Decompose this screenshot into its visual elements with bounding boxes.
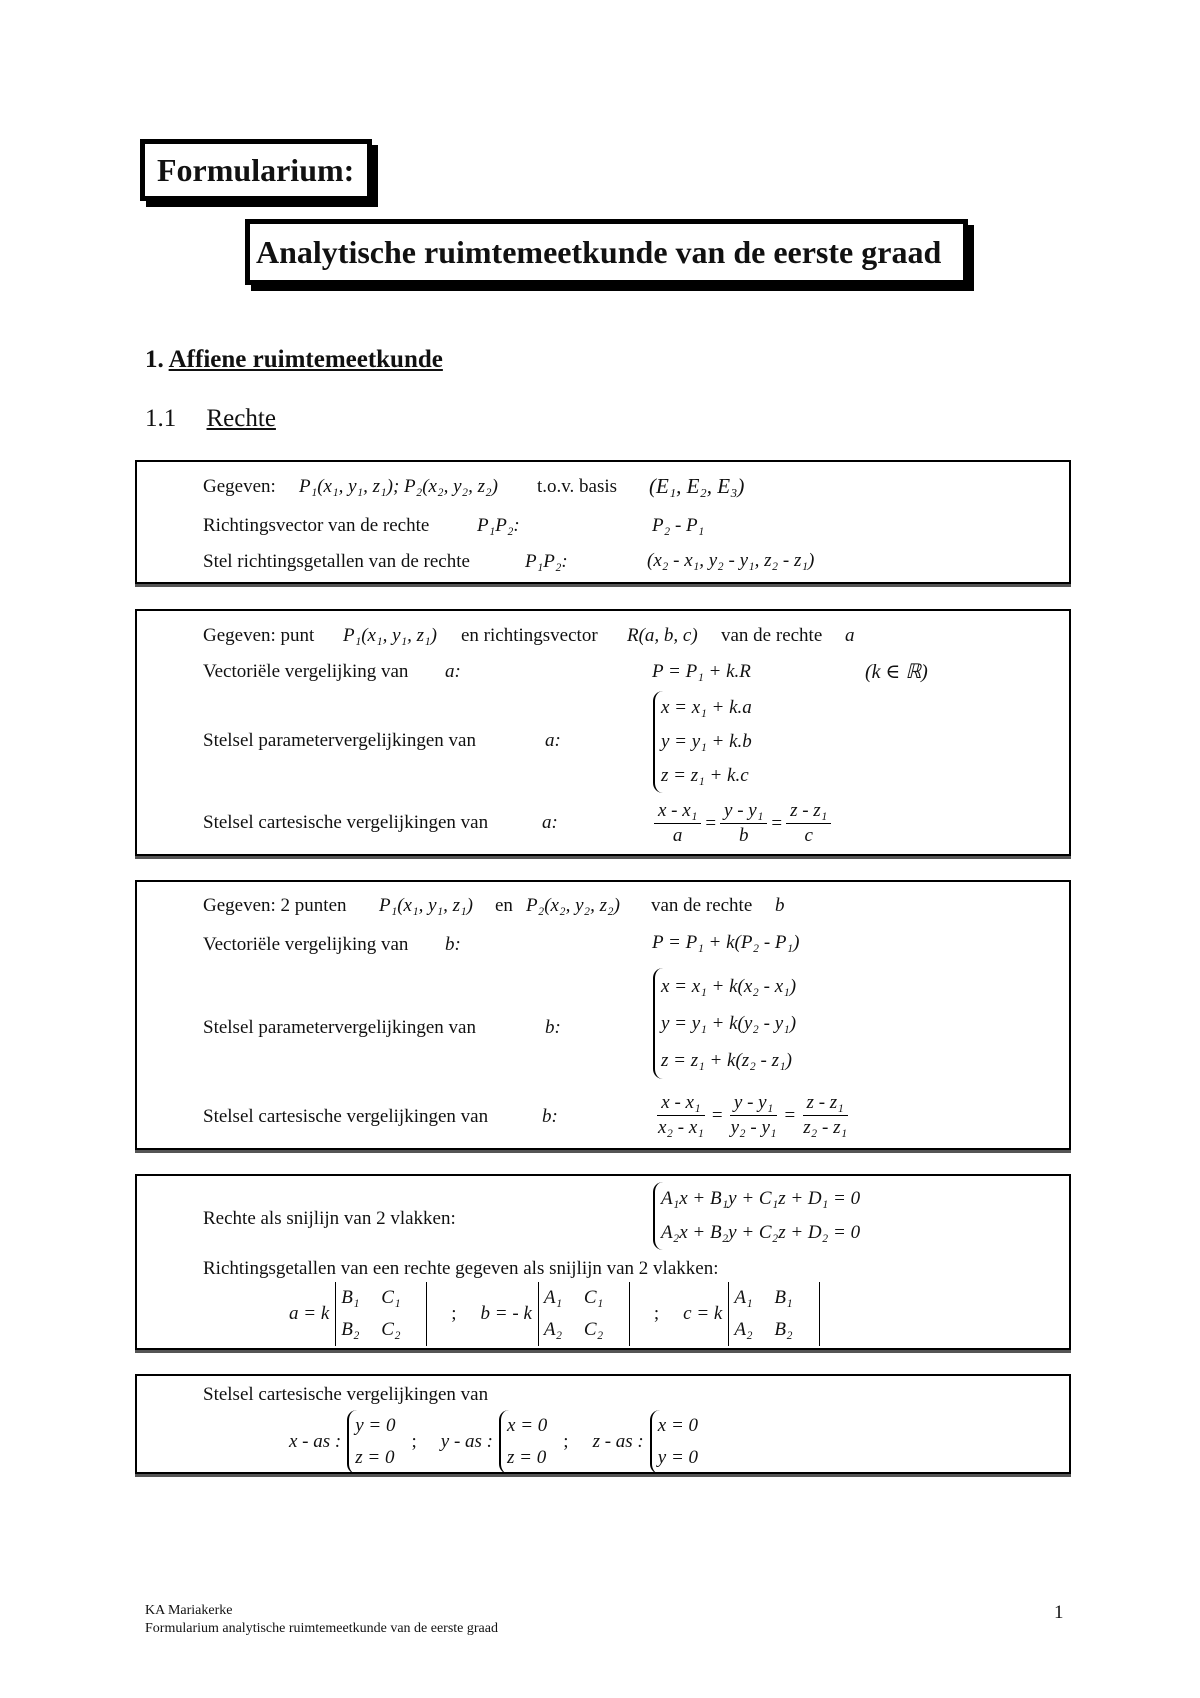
given-point-2: P₂(x₂, y₂, z₂)	[526, 895, 620, 916]
line-name: b	[775, 895, 785, 916]
parametric-system	[653, 691, 752, 793]
section-heading-1-1	[145, 405, 276, 433]
cartesian-label: Stelsel cartesische vergelijkingen van	[203, 812, 489, 833]
section-number: 1.	[145, 346, 164, 373]
direction-numbers-label: Richtingsgetallen van een rechte gegeven als snijlijn van 2 vlakken:	[203, 1258, 719, 1279]
cartesian-equations: $\frac{\text{x - x₁}}{\text{x₂ - x₁}}$ = $\frac{\text{y - y₁}}{\text{y₂ - y₁}}$ = $\frac{\text{z - z₁}}{\text{z₂ - z₁}}$	[652, 1091, 853, 1140]
section-heading-1	[145, 346, 443, 374]
footer-document: Formularium analytische ruimtemeetkunde van de eerste graad	[145, 1621, 498, 1636]
direction-numbers-name: P₁P₂:	[525, 551, 568, 572]
parametric-eq-z: z = z₁ + k(z₂ - z₁)	[661, 1050, 792, 1071]
c-prefix: c = k	[683, 1303, 723, 1324]
basis: (E₁, E₂, E₃)	[649, 474, 745, 498]
line-label: van de rechte	[651, 895, 753, 916]
formula-box-1	[135, 460, 1071, 584]
fraction-1: $\frac{\text{x - x₁}}{a}$	[654, 799, 701, 848]
line-label: van de rechte	[721, 625, 823, 646]
fraction-3: $\frac{\text{z - z₁}}{\text{z₂ - z₁}}$	[803, 1092, 848, 1138]
vector-equation-name: b:	[445, 934, 461, 955]
given-label: Gegeven: punt	[203, 625, 315, 646]
subsection-title: Rechte	[206, 405, 276, 432]
given-point-1: P₁(x₁, y₁, z₁)	[379, 895, 473, 916]
determinant-c: A₁ B₁ A₂ B₂	[728, 1282, 820, 1346]
page-title: Formularium:	[140, 139, 372, 201]
formula-box-5	[135, 1374, 1071, 1474]
parametric-eq-x: x = x₁ + k(x₂ - x₁)	[661, 976, 797, 997]
page-number: 1	[1054, 1602, 1064, 1623]
z-axis-label: z - as :	[592, 1431, 644, 1452]
cartesian-name: b:	[542, 1106, 558, 1127]
direction-vector-label: Richtingsvector van de rechte	[203, 515, 430, 536]
footer-school: KA Mariakerke	[145, 1603, 233, 1618]
vector-equation: P = P₁ + k(P₂ - P₁)	[652, 932, 800, 953]
determinant-row: a = k B₁ C₁ B₂ C₂ ; b = - k A₁ C₁ A₂ C₂ ; c = k A₁ B₁ A₂ B₂	[289, 1282, 820, 1346]
determinant-a: B₁ C₁ B₂ C₂	[335, 1282, 427, 1346]
formula-box-4	[135, 1174, 1071, 1350]
direction-vector-name: P₁P₂:	[477, 515, 520, 536]
parametric-eq-y: y = y₁ + k.b	[661, 731, 752, 752]
b-prefix: b = - k	[480, 1303, 532, 1324]
parametric-eq-z: z = z₁ + k.c	[661, 765, 749, 786]
formula-box-2	[135, 609, 1071, 856]
line-name: a	[845, 625, 855, 646]
z-axis-system: x = 0 y = 0	[650, 1410, 698, 1474]
formula-box-3	[135, 880, 1071, 1150]
direction-vector: R(a, b, c)	[627, 625, 698, 646]
direction-numbers-value: (x₂ - x₁, y₂ - y₁, z₂ - z₁)	[647, 550, 815, 571]
x-axis-label: x - as :	[289, 1431, 342, 1452]
vector-equation-label: Vectoriële vergelijking van	[203, 934, 409, 955]
determinant-b: A₁ C₁ A₂ C₂	[538, 1282, 630, 1346]
vector-equation-label: Vectoriële vergelijking van	[203, 661, 409, 682]
parametric-label: Stelsel parametervergelijkingen van	[203, 730, 476, 751]
y-axis-system: x = 0 z = 0	[499, 1410, 547, 1474]
parametric-name: b:	[545, 1017, 561, 1038]
x-axis-system: y = 0 z = 0	[347, 1410, 395, 1474]
direction-vector-value: P₂ - P₁	[652, 515, 705, 536]
plane-eq-1: A₁x + B₁y + C₁z + D₁ = 0	[661, 1188, 861, 1209]
given-label: Gegeven:	[203, 476, 276, 497]
cartesian-equations: $\frac{\text{x - x₁}}{a}$ = $\frac{\text{y - y₁}}{b}$ = $\frac{\text{z - z₁}}{c}$	[652, 799, 833, 848]
cartesian-label: Stelsel cartesische vergelijkingen van	[203, 1106, 489, 1127]
subsection-number: 1.1	[145, 405, 177, 432]
given-points: P₁(x₁, y₁, z₁); P₂(x₂, y₂, z₂)	[299, 476, 498, 497]
fraction-2: $\frac{\text{y - y₁}}{b}$	[720, 799, 767, 848]
axes-row: x - as : y = 0 z = 0 ; y - as : x = 0 z = 0 ; z - as : x = 0 y = 0	[289, 1410, 698, 1474]
intersection-label: Rechte als snijlijn van 2 vlakken:	[203, 1208, 456, 1229]
fraction-3: $\frac{\text{z - z₁}}{c}$	[786, 799, 831, 848]
parametric-eq-y: y = y₁ + k(y₂ - y₁)	[661, 1013, 797, 1034]
fraction-1: $\frac{\text{x - x₁}}{\text{x₂ - x₁}}$	[658, 1092, 704, 1138]
plane-system	[653, 1182, 860, 1250]
direction-numbers-label: Stel richtingsgetallen van de rechte	[203, 551, 470, 572]
vector-equation-name: a:	[445, 661, 461, 682]
cartesian-name: a:	[542, 812, 558, 833]
vector-label: en richtingsvector	[461, 625, 598, 646]
section-title: Affiene ruimtemeetkunde	[168, 346, 443, 373]
parametric-name: a:	[545, 730, 561, 751]
fraction-2: $\frac{\text{y - y₁}}{\text{y₂ - y₁}}$	[730, 1092, 777, 1138]
plane-eq-2: A₂x + B₂y + C₂z + D₂ = 0	[661, 1222, 861, 1243]
y-axis-label: y - as :	[440, 1431, 494, 1452]
parametric-system	[653, 968, 796, 1079]
k-condition: (k ∈ ℝ)	[865, 661, 928, 683]
given-point: P₁(x₁, y₁, z₁)	[343, 625, 437, 646]
and-label: en	[495, 895, 513, 916]
page-subtitle: Analytische ruimtemeetkunde van de eerste graad	[245, 219, 968, 285]
axes-label: Stelsel cartesische vergelijkingen van	[203, 1384, 489, 1405]
parametric-label: Stelsel parametervergelijkingen van	[203, 1017, 476, 1038]
vector-equation: P = P₁ + k.R	[652, 661, 751, 682]
given-label: Gegeven: 2 punten	[203, 895, 347, 916]
a-prefix: a = k	[289, 1303, 330, 1324]
parametric-eq-x: x = x₁ + k.a	[661, 697, 752, 718]
basis-label: t.o.v. basis	[537, 476, 618, 497]
